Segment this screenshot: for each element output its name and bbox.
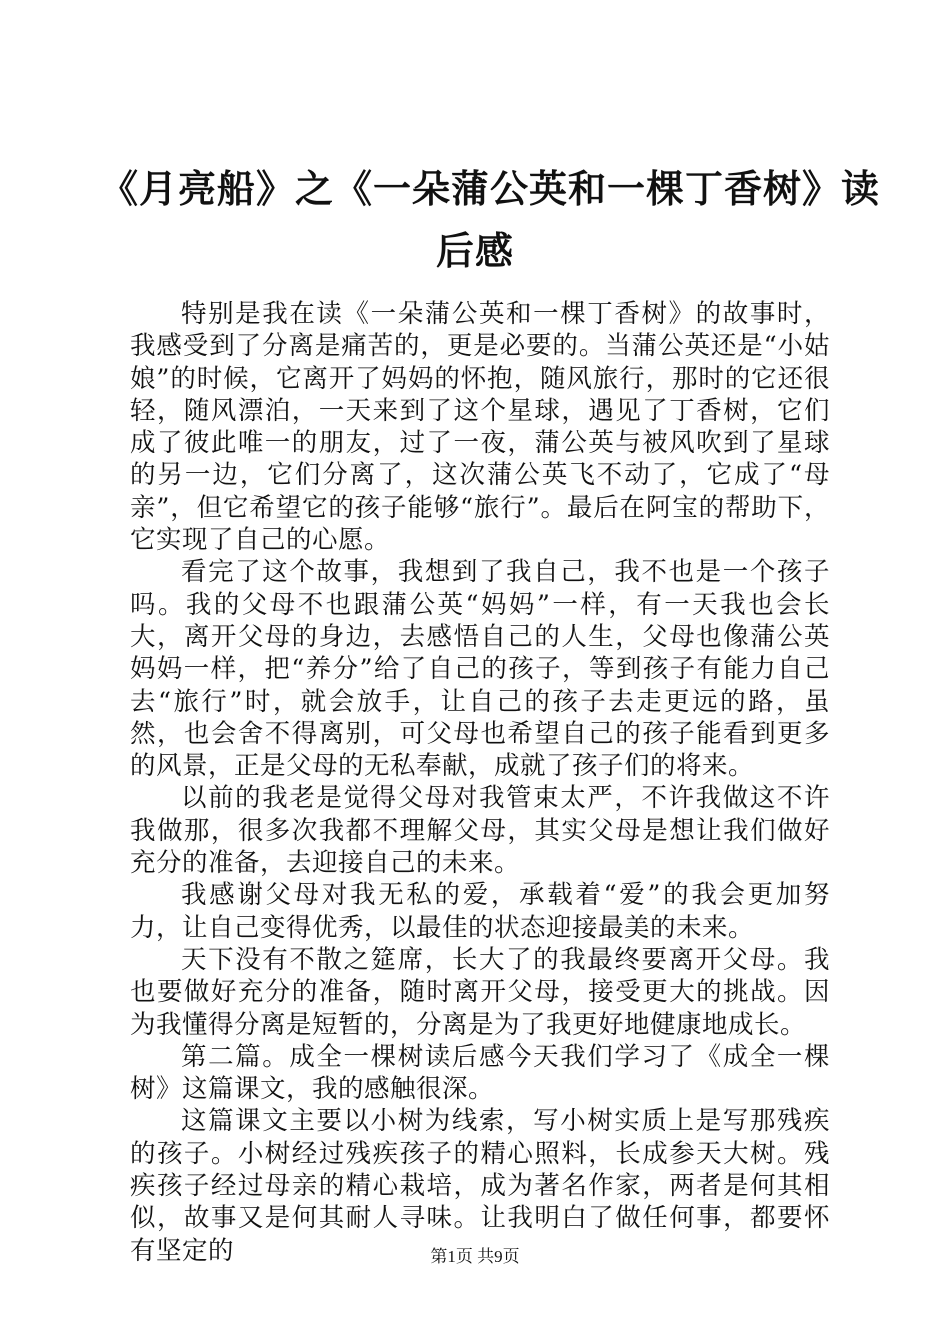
paragraph: 这篇课文主要以小树为线索，写小树实质上是写那残疾的孩子。小树经过残疾孩子的精心照料，长成参天大树。残疾孩子经过母亲的精心栽培，成为著名作家，两者是何其相似，故事又是何其耐人寻味。让我明白了做任何事，都要怀有坚定的 [130,1106,830,1266]
document-title-line-2: 后感 [435,229,514,273]
paragraph: 以前的我老是觉得父母对我管束太严，不许我做这不许我做那，很多次我都不理解父母，其实父母是想让我们做好充分的准备，去迎接自己的未来。 [130,783,830,879]
paragraph: 看完了这个故事，我想到了我自己，我不也是一个孩子吗。我的父母不也跟蒲公英“妈妈”一样，有一天我也会长大，离开父母的身边，去感悟自己的人生，父母也像蒲公英妈妈一样，把“养分”给了自己的孩子，等到孩子有能力自己去“旅行”时，就会放手，让自己的孩子去走更远的路，虽然，也会舍不得离别，可父母也希望自己的孩子能看到更多的风景，正是父母的无私奉献，成就了孩子们的将来。 [130,557,830,782]
page-number-footer: 第1页 共9页 [430,1247,520,1266]
document-title-line-1: 《月亮船》之《一朵蒲公英和一棵丁香树》读 [100,167,881,211]
document-body [130,298,830,1267]
paragraph: 天下没有不散之筵席，长大了的我最终要离开父母。我也要做好充分的准备，随时离开父母，接受更大的挑战。因为我懂得分离是短暂的，分离是为了我更好地健康地成长。 [130,944,830,1040]
paragraph: 特别是我在读《一朵蒲公英和一棵丁香树》的故事时，我感受到了分离是痛苦的，更是必要的。当蒲公英还是“小姑娘”的时候，它离开了妈妈的怀抱，随风旅行，那时的它还很轻，随风漂泊，一天来到了这个星球，遇见了丁香树，它们成了彼此唯一的朋友，过了一夜，蒲公英与被风吹到了星球的另一边，它们分离了，这次蒲公英飞不动了，它成了“母亲”，但它希望它的孩子能够“旅行”。最后在阿宝的帮助下，它实现了自己的心愿。 [130,299,830,556]
paragraph: 第二篇。成全一棵树读后感今天我们学习了《成全一棵树》这篇课文，我的感触很深。 [130,1041,830,1105]
paragraph: 我感谢父母对我无私的爱，承载着“爱”的我会更加努力，让自己变得优秀，以最佳的状态迎接最美的未来。 [130,880,830,943]
